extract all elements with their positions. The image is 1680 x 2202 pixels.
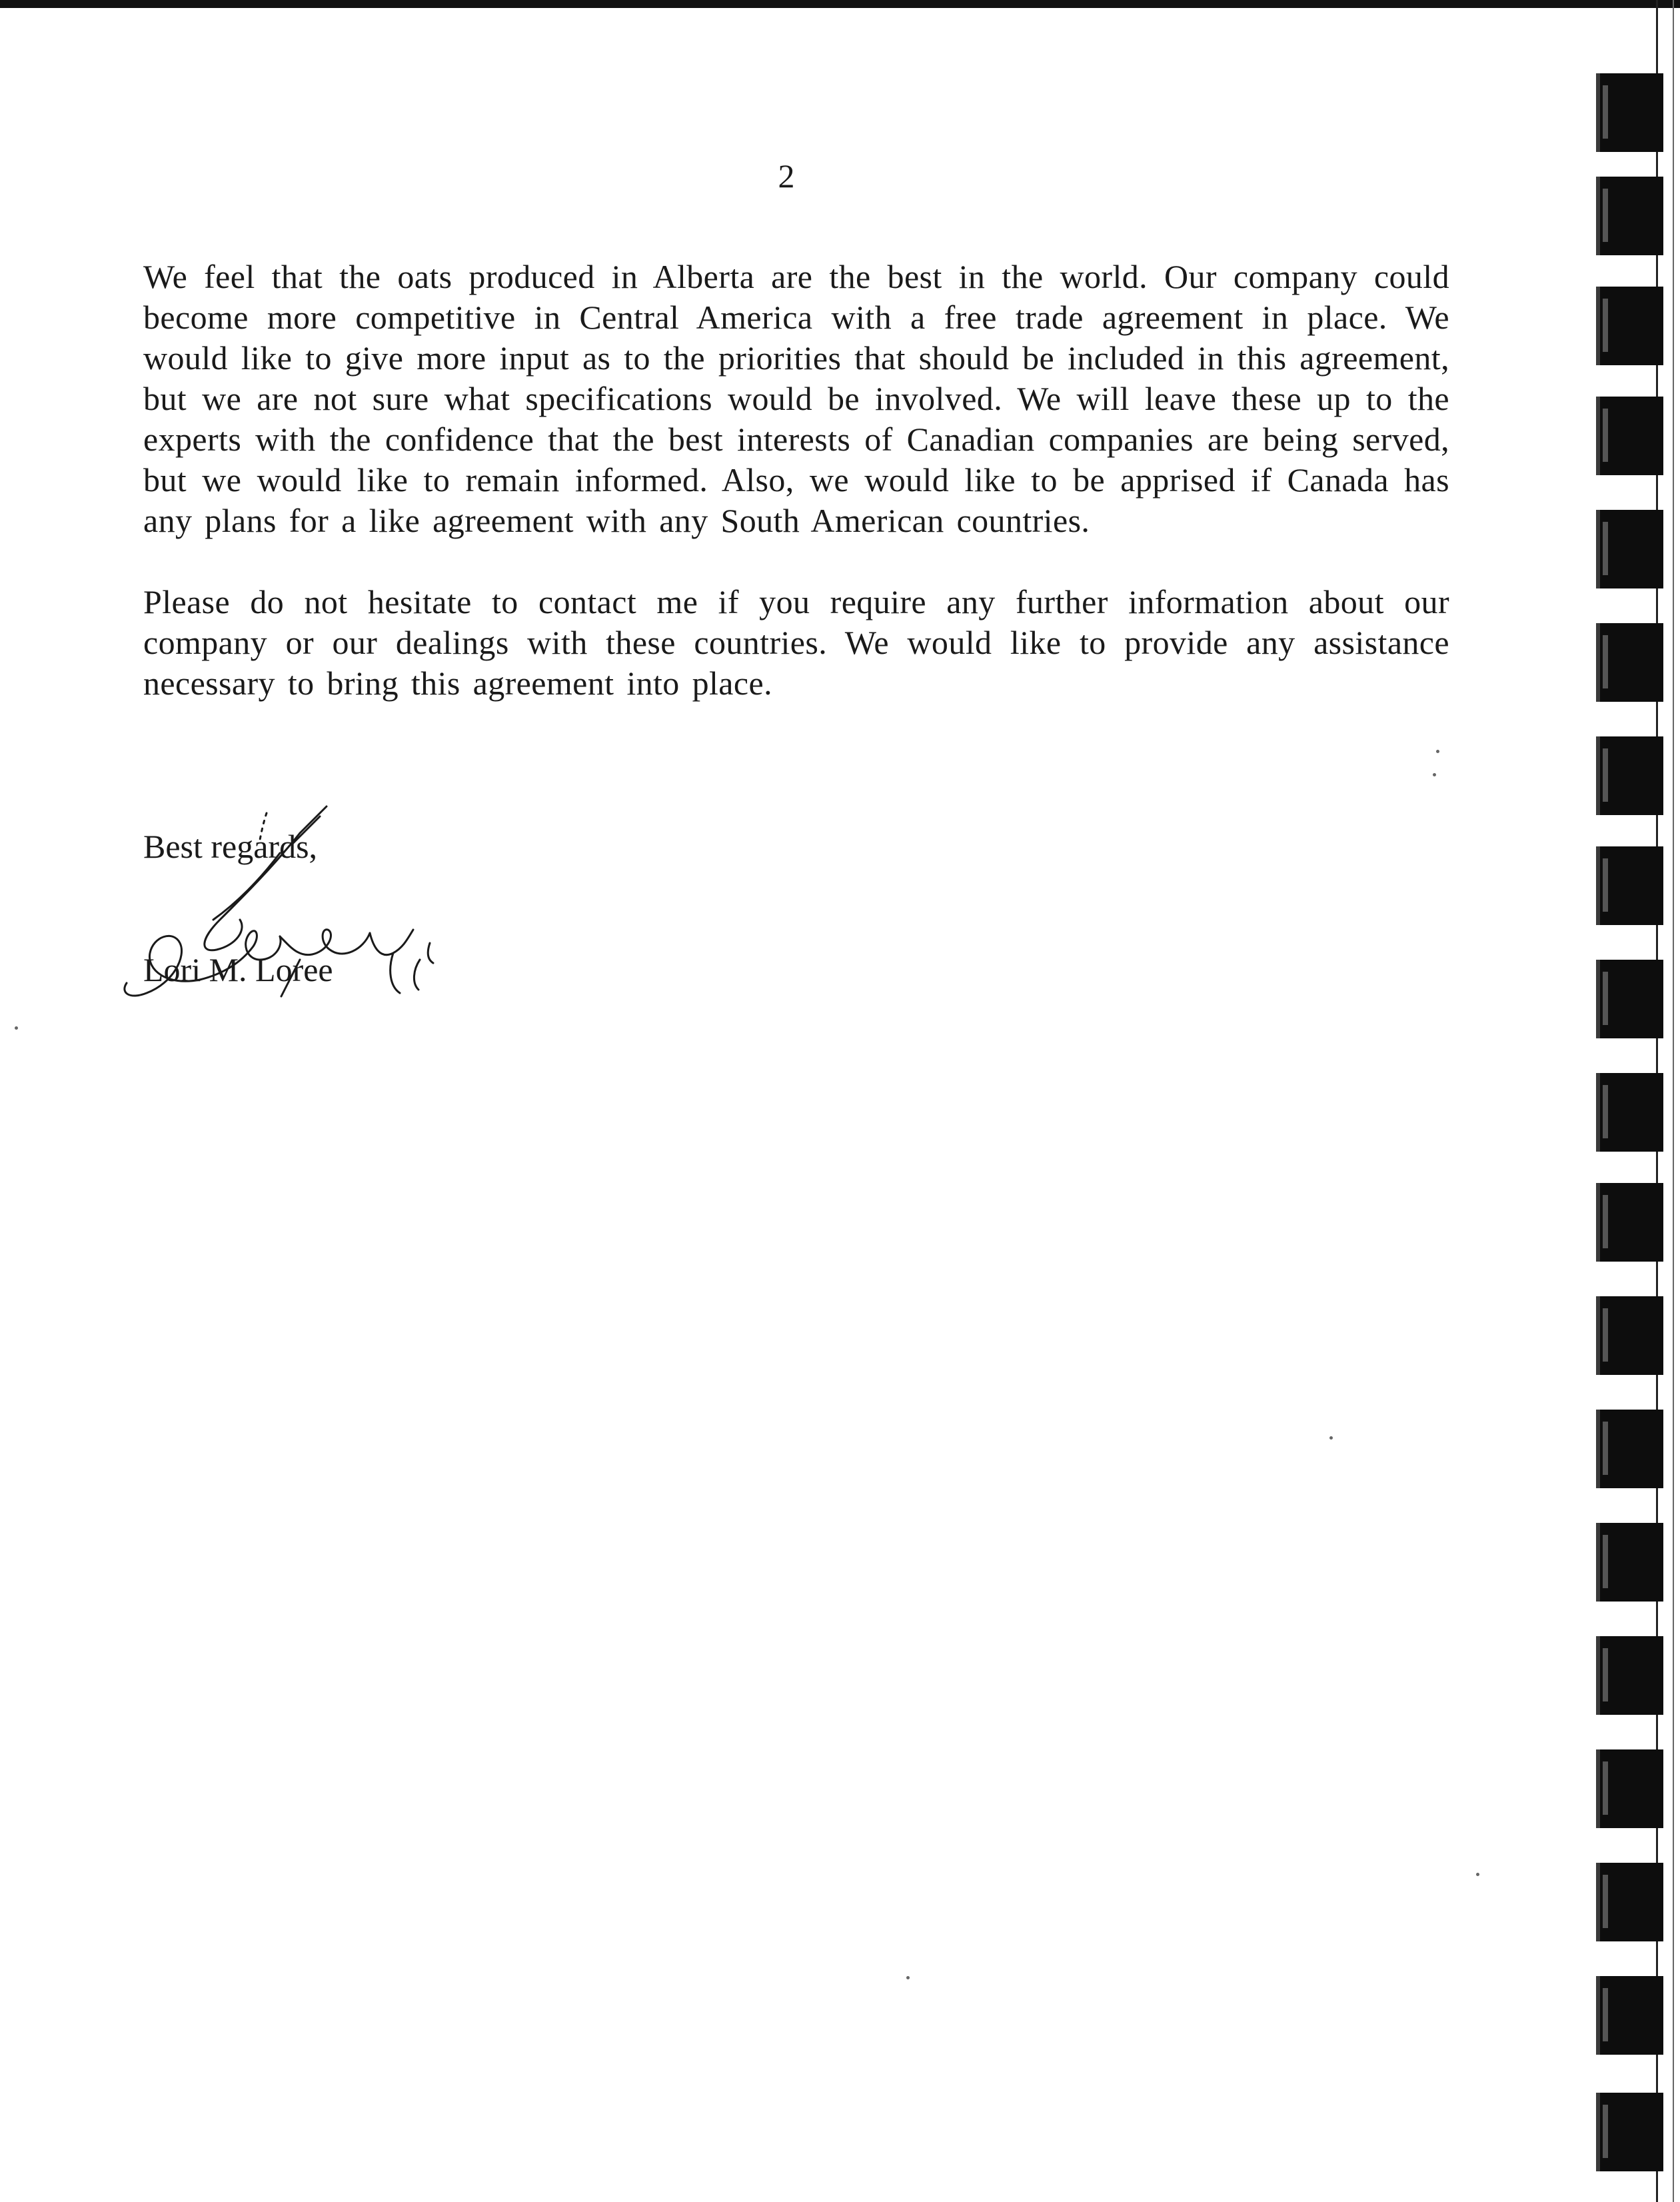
scan-speck <box>1476 1873 1479 1876</box>
binding-hole <box>1596 1073 1663 1152</box>
signer-name: Lori M. Loree <box>143 951 333 988</box>
binding-hole <box>1596 1863 1663 1941</box>
binding-hole <box>1596 1976 1663 2055</box>
spiral-binding <box>1589 0 1680 2202</box>
binding-hole <box>1596 623 1663 702</box>
binding-hole <box>1596 1296 1663 1375</box>
paragraph-contact: Please do not hesitate to contact me if you require any further information about our company or our dealings with these countries. We would like to provide any assistance necessary to bring this agreement into place. <box>143 583 1449 702</box>
binding-hole <box>1596 287 1663 365</box>
binding-hole <box>1596 846 1663 925</box>
letter-body <box>143 257 1449 704</box>
scan-speck <box>1433 773 1436 776</box>
scan-speck <box>906 1976 910 1979</box>
scan-speck <box>1436 750 1439 753</box>
binding-hole <box>1596 960 1663 1038</box>
scan-speck <box>1329 1436 1333 1440</box>
binding-hole <box>1596 510 1663 588</box>
top-border-line <box>0 0 1680 8</box>
binding-hole <box>1596 1523 1663 1602</box>
binding-hole <box>1596 177 1663 255</box>
paragraph-oats: We feel that the oats produced in Alberta are the best in the world. Our company could become more competitive in Central America with a free trade agreement in place. We would like to give more input as to the priorities that should be included in this agreement, but we are not sure what specifications would be involved. We will leave these up to the experts with the confidence that the best interests of Canadian companies are being served, but we would like to remain informed. Also, we would like to be apprised if Canada has any plans for a like agreement with any South American countries. <box>143 258 1449 539</box>
page-number: 2 <box>778 157 795 195</box>
scan-speck <box>15 1026 18 1030</box>
binding-outer-line <box>1673 0 1674 2202</box>
binding-hole <box>1596 2093 1663 2171</box>
binding-hole <box>1596 397 1663 475</box>
binding-hole <box>1596 1749 1663 1828</box>
binding-hole <box>1596 736 1663 815</box>
binding-hole <box>1596 1636 1663 1715</box>
closing-salutation: Best regards, <box>143 828 318 865</box>
binding-hole <box>1596 1410 1663 1488</box>
binding-hole <box>1596 73 1663 152</box>
binding-hole <box>1596 1183 1663 1262</box>
